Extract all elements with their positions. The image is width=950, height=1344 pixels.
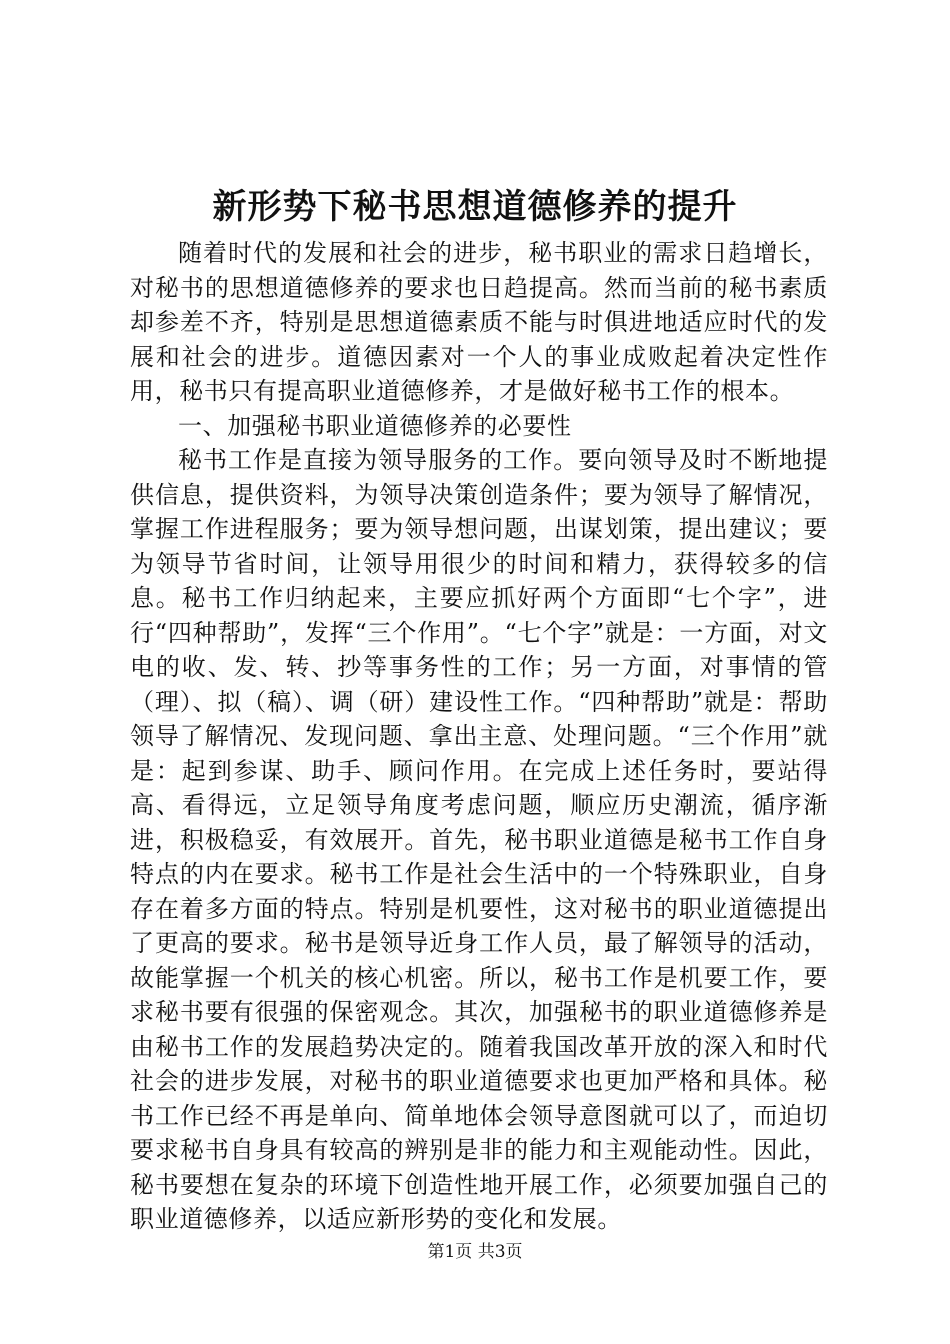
body-paragraph: 秘书工作是直接为领导服务的工作。要向领导及时不断地提供信息，提供资料，为领导决策创造条件；要为领导了解情况，掌握工作进程服务；要为领导想问题，出谋划策，提出建议；要为领导节省时间，让领导用很少的时间和精力，获得较多的信息。秘书工作归纳起来，主要应抓好两个方面即“七个字”，进行“四种帮助”，发挥“三个作用”。“七个字”就是：一方面，对文电的收、发、转、抄等事务性的工作；另一方面，对事情的管（理）、拟（稿）、调（研）建设性工作。“四种帮助”就是：帮助领导了解情况、发现问题、拿出主意、处理问题。“三个作用”就是：起到参谋、助手、顾问作用。在完成上述任务时，要站得高、看得远，立足领导角度考虑问题，顺应历史潮流，循序渐进，积极稳妥，有效展开。首先，秘书职业道德是秘书工作自身特点的内在要求。秘书工作是社会生活中的一个特殊职业，自身存在着多方面的特点。特别是机要性，这对秘书的职业道德提出了更高的要求。秘书是领导近身工作人员，最了解领导的活动，故能掌握一个机关的核心机密。所以，秘书工作是机要工作，要求秘书要有很强的保密观念。其次，加强秘书的职业道德修养是由秘书工作的发展趋势决定的。随着我国改革开放的深入和时代社会的进步发展，对秘书的职业道德要求也更加严格和具体。秘书工作已经不再是单向、简单地体会领导意图就可以了，而迫切要求秘书自身具有较高的辨别是非的能力和主观能动性。因此，秘书要想在复杂的环境下创造性地开展工作，必须要加强自己的职业道德修养，以适应新形势的变化和发展。 (130, 446, 828, 1233)
document-title: 新形势下秘书思想道德修养的提升 (212, 187, 738, 227)
section-heading: 一、加强秘书职业道德修养的必要性 (178, 411, 572, 440)
page-footer: 第1页 共3页 (427, 1242, 523, 1262)
intro-paragraph: 随着时代的发展和社会的进步，秘书职业的需求日趋增长，对秘书的思想道德修养的要求也日趋提高。然而当前的秘书素质却参差不齐，特别是思想道德素质不能与时俱进地适应时代的发展和社会的进步。道德因素对一个人的事业成败起着决定性作用，秘书只有提高职业道德修养，才是做好秘书工作的根本。 (130, 239, 828, 405)
document-body (130, 236, 828, 1237)
